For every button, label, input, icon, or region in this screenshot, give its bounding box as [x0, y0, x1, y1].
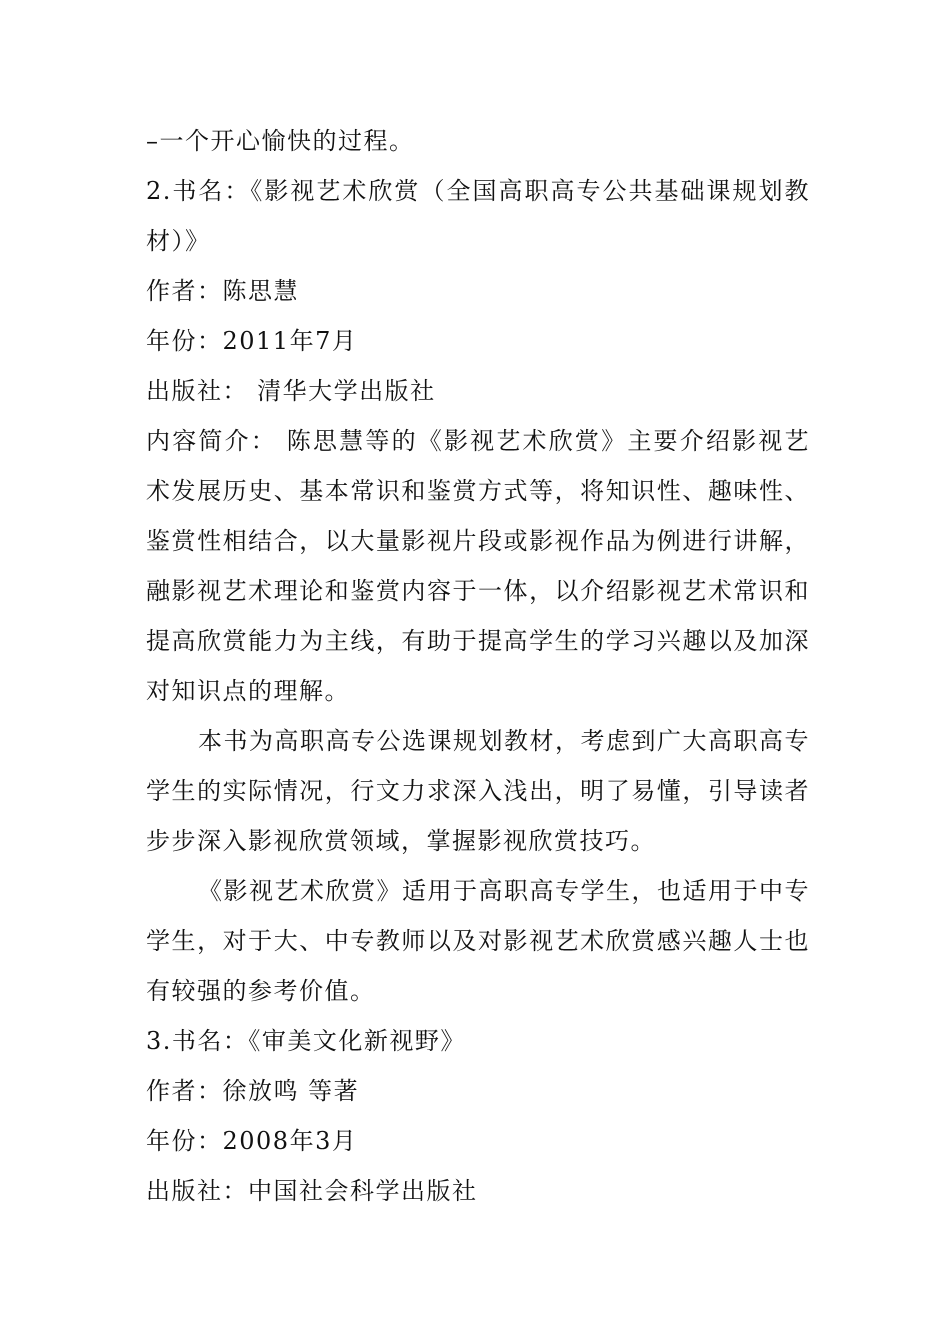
book2-paragraph-3: 《影视艺术欣赏》适用于高职高专学生，也适用于中专学生，对于大、中专教师以及对影视艺术欣赏感兴趣人士也有较强的参考价值。 [146, 877, 810, 1005]
book3-author: 作者：徐放鸣 等著 [146, 1077, 360, 1105]
book3-publisher: 出版社：中国社会科学出版社 [146, 1177, 478, 1205]
document-body [146, 116, 810, 1216]
book2-title: 2.书名：《影视艺术欣赏（全国高职高专公共基础课规划教材）》 [146, 177, 810, 255]
book2-intro: 内容简介： 陈思慧等的《影视艺术欣赏》主要介绍影视艺术发展历史、基本常识和鉴赏方式等，将知识性、趣味性、鉴赏性相结合，以大量影视片段或影视作品为例进行讲解，融影视艺术理论和鉴赏内容于一体，以介绍影视艺术常识和提高欣赏能力为主线，有助于提高学生的学习兴趣以及加深对知识点的理解。 [146, 427, 810, 705]
book3-year: 年份：2008年3月 [146, 1127, 358, 1155]
book2-year: 年份：2011年7月 [146, 327, 358, 355]
book2-paragraph-2: 本书为高职高专公选课规划教材，考虑到广大高职高专学生的实际情况，行文力求深入浅出，明了易懂，引导读者步步深入影视欣赏领域，掌握影视欣赏技巧。 [146, 727, 810, 855]
book2-publisher: 出版社： 清华大学出版社 [146, 377, 436, 405]
continuation-line: –一个开心愉快的过程。 [146, 127, 415, 155]
book2-author: 作者：陈思慧 [146, 277, 299, 305]
book3-title: 3.书名：《审美文化新视野》 [146, 1027, 466, 1055]
